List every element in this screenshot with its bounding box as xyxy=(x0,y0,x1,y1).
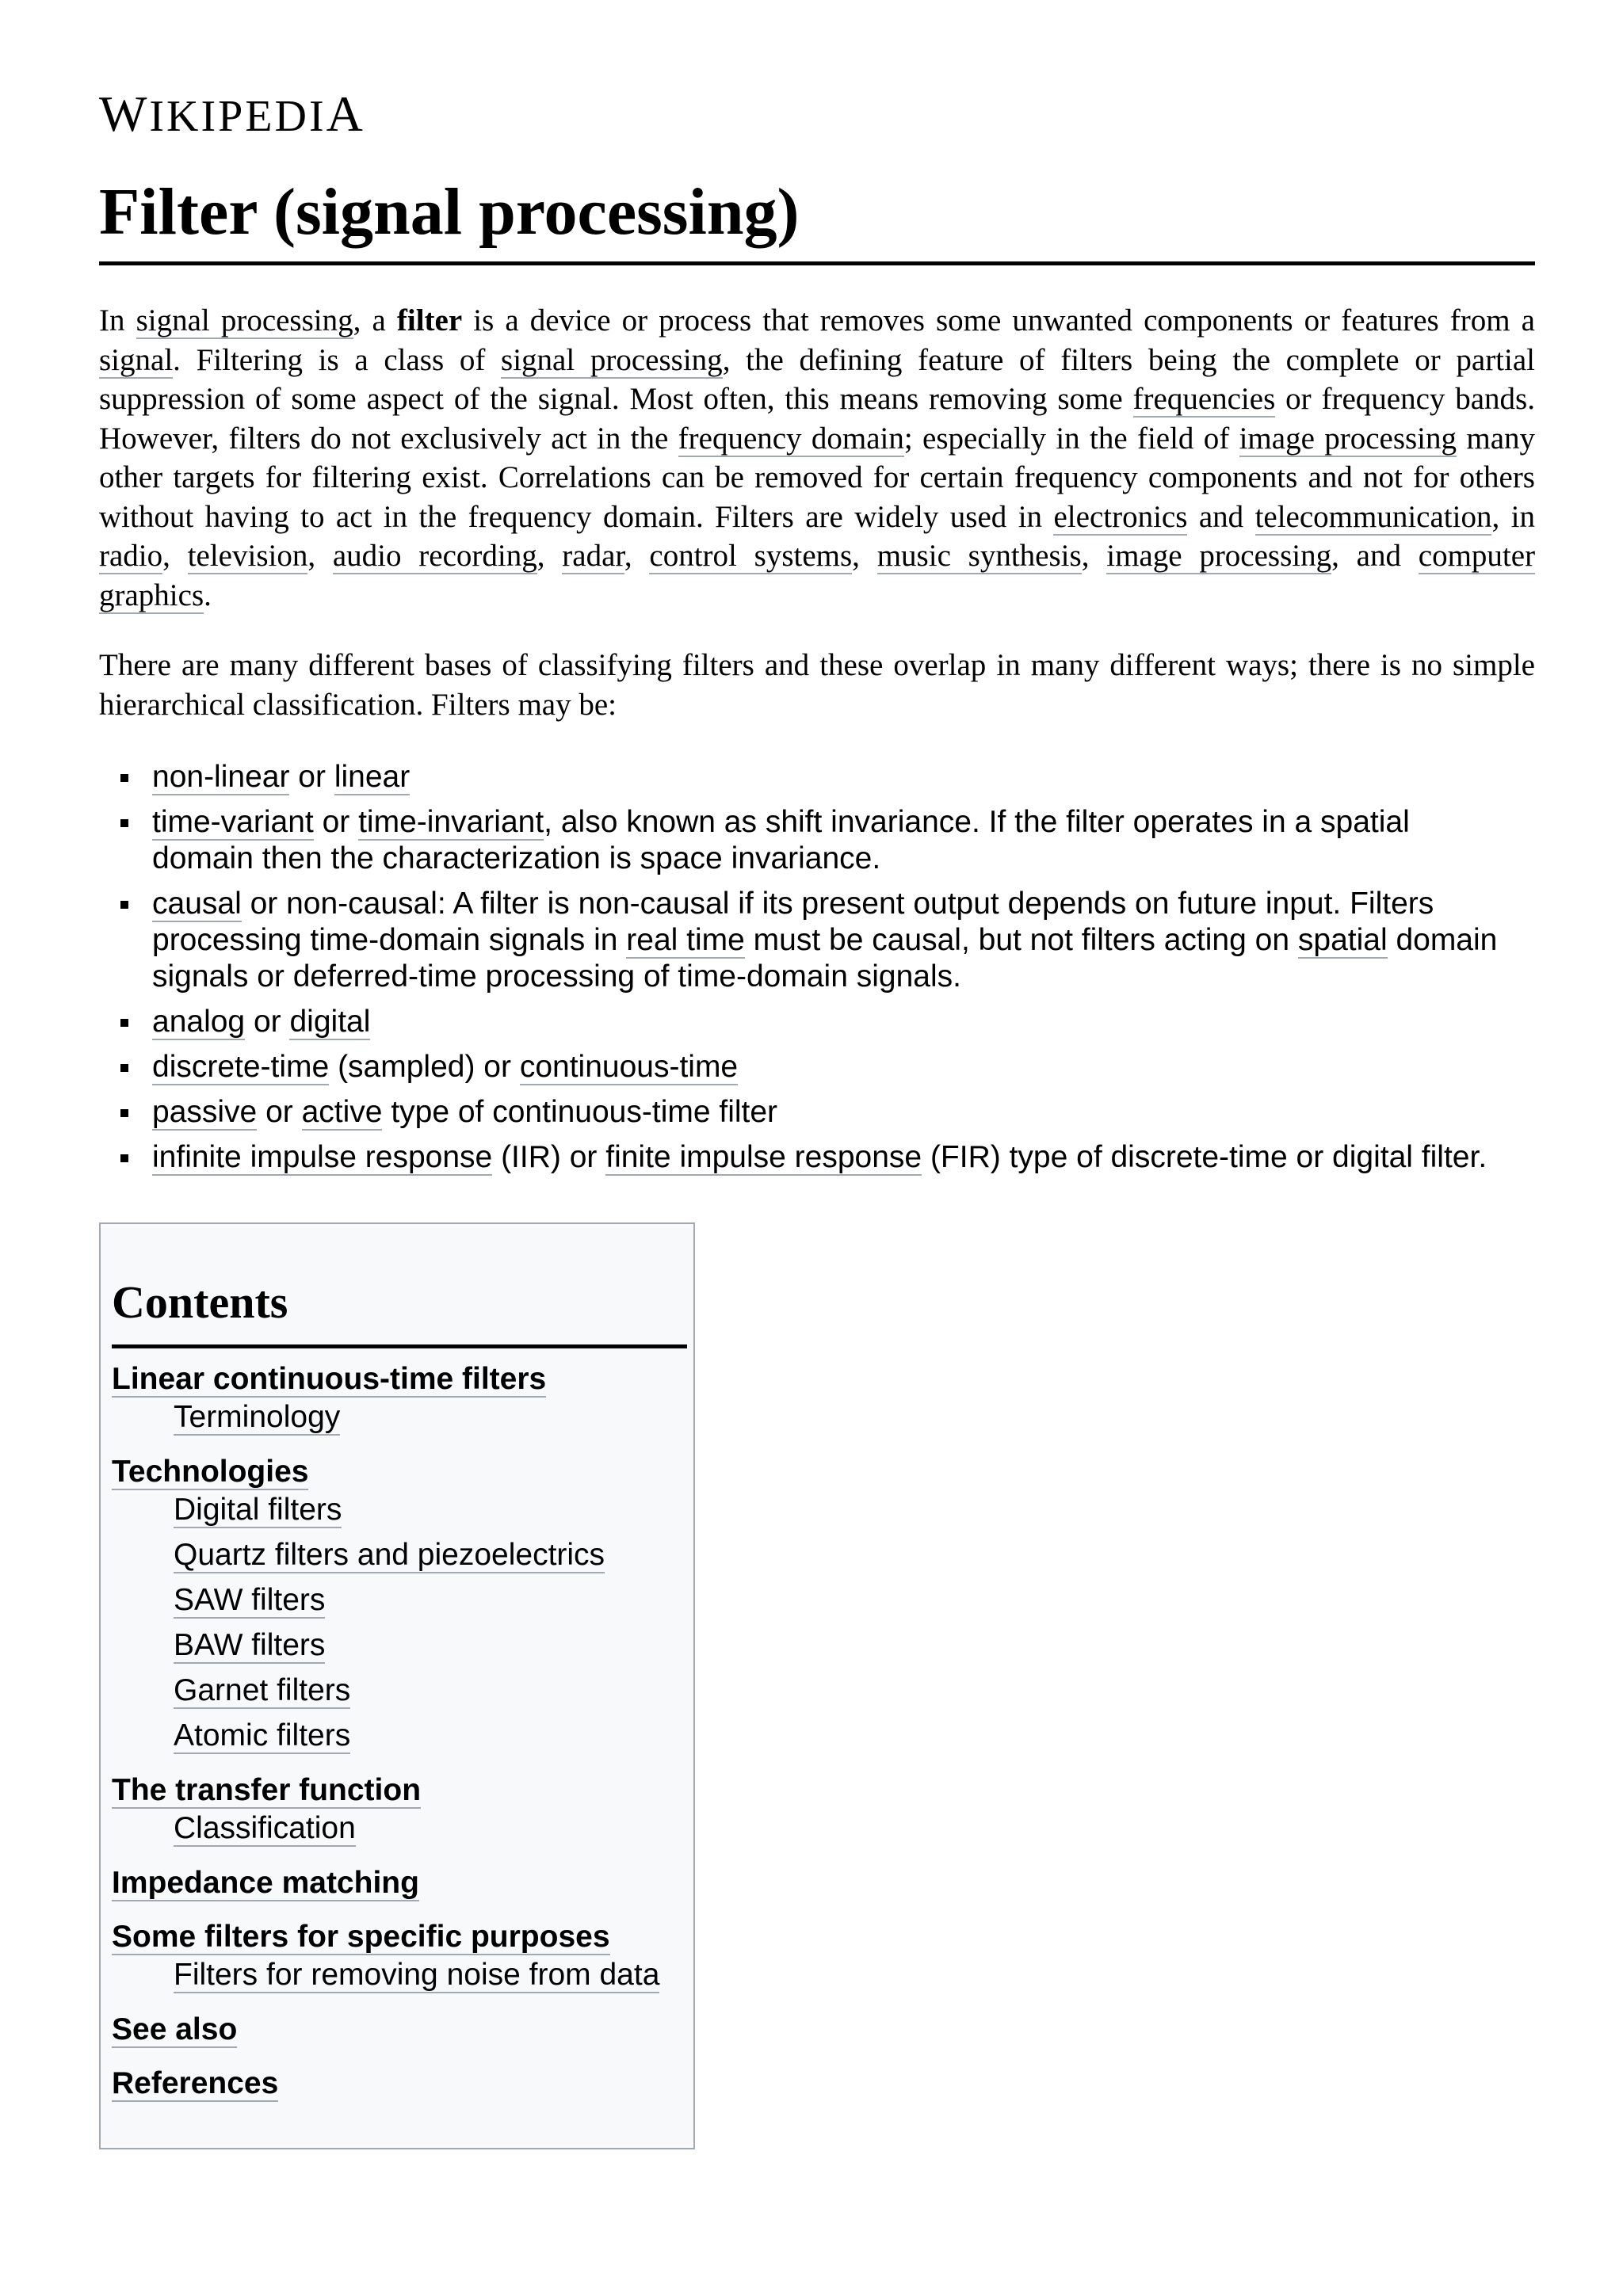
title-divider xyxy=(99,261,1535,265)
toc-link-removing-noise[interactable]: Filters for removing noise from data xyxy=(174,1958,660,1992)
link-time-invariant[interactable]: time-invariant xyxy=(358,805,544,839)
table-of-contents xyxy=(99,1222,695,2149)
toc-link-terminology[interactable]: Terminology xyxy=(174,1400,341,1434)
toc-link-specific-purposes[interactable]: Some filters for specific purposes xyxy=(112,1920,610,1954)
toc-link-linear-continuous-time-filters[interactable]: Linear continuous-time filters xyxy=(112,1362,547,1396)
link-causal[interactable]: causal xyxy=(152,887,242,921)
toc-sublist xyxy=(112,1806,682,1851)
link-passive[interactable]: passive xyxy=(152,1095,258,1129)
link-television[interactable]: television xyxy=(187,539,308,573)
link-radio[interactable]: radio xyxy=(99,539,163,573)
link-active[interactable]: active xyxy=(301,1095,383,1129)
bullet-icon xyxy=(120,1154,128,1162)
wikipedia-wordmark: WIKIPEDIA xyxy=(99,86,365,142)
link-music-synthesis[interactable]: music synthesis xyxy=(876,539,1082,573)
link-time-variant[interactable]: time-variant xyxy=(152,805,314,839)
toc-sublist xyxy=(112,1394,682,1440)
list-item: discrete-time (sampled) or continuous-time xyxy=(99,1049,1535,1085)
toc-subitem xyxy=(174,1487,682,1532)
toc-section xyxy=(112,1451,682,1758)
toc-link-technologies[interactable]: Technologies xyxy=(112,1455,309,1489)
toc-sublist xyxy=(112,1487,682,1758)
link-frequencies[interactable]: frequencies xyxy=(1132,382,1276,416)
link-telecommunication[interactable]: telecommunication xyxy=(1254,499,1492,534)
toc-list xyxy=(112,1358,682,2105)
toc-subitem xyxy=(174,1806,682,1851)
toc-link-atomic-filters[interactable]: Atomic filters xyxy=(174,1718,351,1753)
toc-link-saw-filters[interactable]: SAW filters xyxy=(174,1583,326,1617)
page-title: Filter (signal processing) xyxy=(99,175,800,249)
toc-link-impedance-matching[interactable]: Impedance matching xyxy=(112,1866,419,1900)
link-audio-recording[interactable]: audio recording xyxy=(332,539,537,573)
toc-link-see-also[interactable]: See also xyxy=(112,2012,238,2046)
toc-section xyxy=(112,2062,682,2105)
toc-subitem xyxy=(174,1577,682,1623)
link-signal-processing-2[interactable]: signal processing xyxy=(501,342,723,377)
toc-link-references[interactable]: References xyxy=(112,2066,279,2100)
toc-link-baw-filters[interactable]: BAW filters xyxy=(174,1628,326,1662)
link-analog[interactable]: analog xyxy=(152,1005,246,1039)
toc-subitem xyxy=(174,1668,682,1713)
link-electronics[interactable]: electronics xyxy=(1053,499,1188,534)
link-signal[interactable]: signal xyxy=(99,342,174,377)
link-real-time[interactable]: real time xyxy=(626,923,745,957)
bullet-icon xyxy=(120,901,128,909)
link-infinite-impulse-response[interactable]: infinite impulse response xyxy=(152,1140,493,1174)
link-spatial[interactable]: spatial xyxy=(1297,923,1388,957)
filter-types-list xyxy=(99,759,1535,1184)
toc-subitem xyxy=(174,1713,682,1758)
list-item: passive or active type of continuous-time filter xyxy=(99,1094,1535,1131)
list-item: infinite impulse response (IIR) or finite impulse response (FIR) type of discrete-time or digital filter. xyxy=(99,1139,1535,1176)
bullet-icon xyxy=(120,774,128,782)
link-image-processing-2[interactable]: image processing xyxy=(1106,539,1332,573)
link-computer-graphics[interactable]: computer graphics xyxy=(99,539,1536,612)
list-item: causal or non-causal: A filter is non-causal if its present output depends on future input. Filters processing time-domain signals in real time must be causal, but not filters acting on spatial domain signals or deferred-time processing of time-domain signals. xyxy=(99,886,1535,995)
link-signal-processing[interactable]: signal processing xyxy=(136,303,353,338)
bullet-icon xyxy=(120,1064,128,1072)
link-frequency-domain[interactable]: frequency domain xyxy=(678,421,904,456)
toc-section xyxy=(112,1358,682,1440)
toc-section xyxy=(112,1862,682,1905)
toc-subitem xyxy=(174,1952,682,1997)
link-non-linear[interactable]: non-linear xyxy=(152,760,290,794)
toc-link-garnet-filters[interactable]: Garnet filters xyxy=(174,1673,351,1707)
toc-subitem xyxy=(174,1394,682,1440)
toc-divider xyxy=(112,1344,687,1348)
link-digital[interactable]: digital xyxy=(289,1005,371,1039)
link-discrete-time[interactable]: discrete-time xyxy=(152,1050,330,1084)
toc-link-classification[interactable]: Classification xyxy=(174,1811,356,1845)
toc-section xyxy=(112,1769,682,1851)
toc-link-quartz-filters[interactable]: Quartz filters and piezoelectrics xyxy=(174,1538,605,1572)
list-item: non-linear or linear xyxy=(99,759,1535,795)
toc-link-digital-filters[interactable]: Digital filters xyxy=(174,1493,342,1527)
link-linear[interactable]: linear xyxy=(334,760,411,794)
link-radar[interactable]: radar xyxy=(562,539,624,573)
link-control-systems[interactable]: control systems xyxy=(649,539,853,573)
list-item: time-variant or time-invariant, also known as shift invariance. If the filter operates in a spatial domain then the characterization is space invariance. xyxy=(99,804,1535,877)
toc-subitem xyxy=(174,1623,682,1668)
toc-title: Contents xyxy=(112,1276,288,1328)
bullet-icon xyxy=(120,1109,128,1117)
toc-section xyxy=(112,1916,682,1997)
bullet-icon xyxy=(120,819,128,827)
list-item: analog or digital xyxy=(99,1004,1535,1040)
toc-sublist xyxy=(112,1952,682,1997)
toc-link-transfer-function[interactable]: The transfer function xyxy=(112,1773,422,1807)
toc-section xyxy=(112,2008,682,2051)
classification-paragraph: There are many different bases of classifying filters and these overlap in many different ways; there is no simple hierarchical classification. Filters may be: xyxy=(99,648,1535,722)
bullet-icon xyxy=(120,1019,128,1027)
term-filter: filter xyxy=(396,303,463,338)
link-continuous-time[interactable]: continuous-time xyxy=(519,1050,739,1084)
toc-subitem xyxy=(174,1532,682,1577)
link-image-processing[interactable]: image processing xyxy=(1239,421,1457,456)
intro-paragraph: In signal processing, a filter is a device or process that removes some unwanted components or features from a signal. Filtering is a class of signal processing, the defining feature of filters being the complete or partial suppression of some aspect of the signal. Most often, this means removing some frequencies or frequency bands. However, filters do not exclusively act in the frequency domain; especially in the field of image processing many other targets for filtering exist. Correlations can be removed for certain frequency components and not for others without having to act in the frequency domain. Filters are widely used in electronics and telecommunication, in radio, television, audio recording, radar, control systems, music synthesis, image processing, and computer graphics. xyxy=(99,303,1536,612)
link-finite-impulse-response[interactable]: finite impulse response xyxy=(605,1140,922,1174)
